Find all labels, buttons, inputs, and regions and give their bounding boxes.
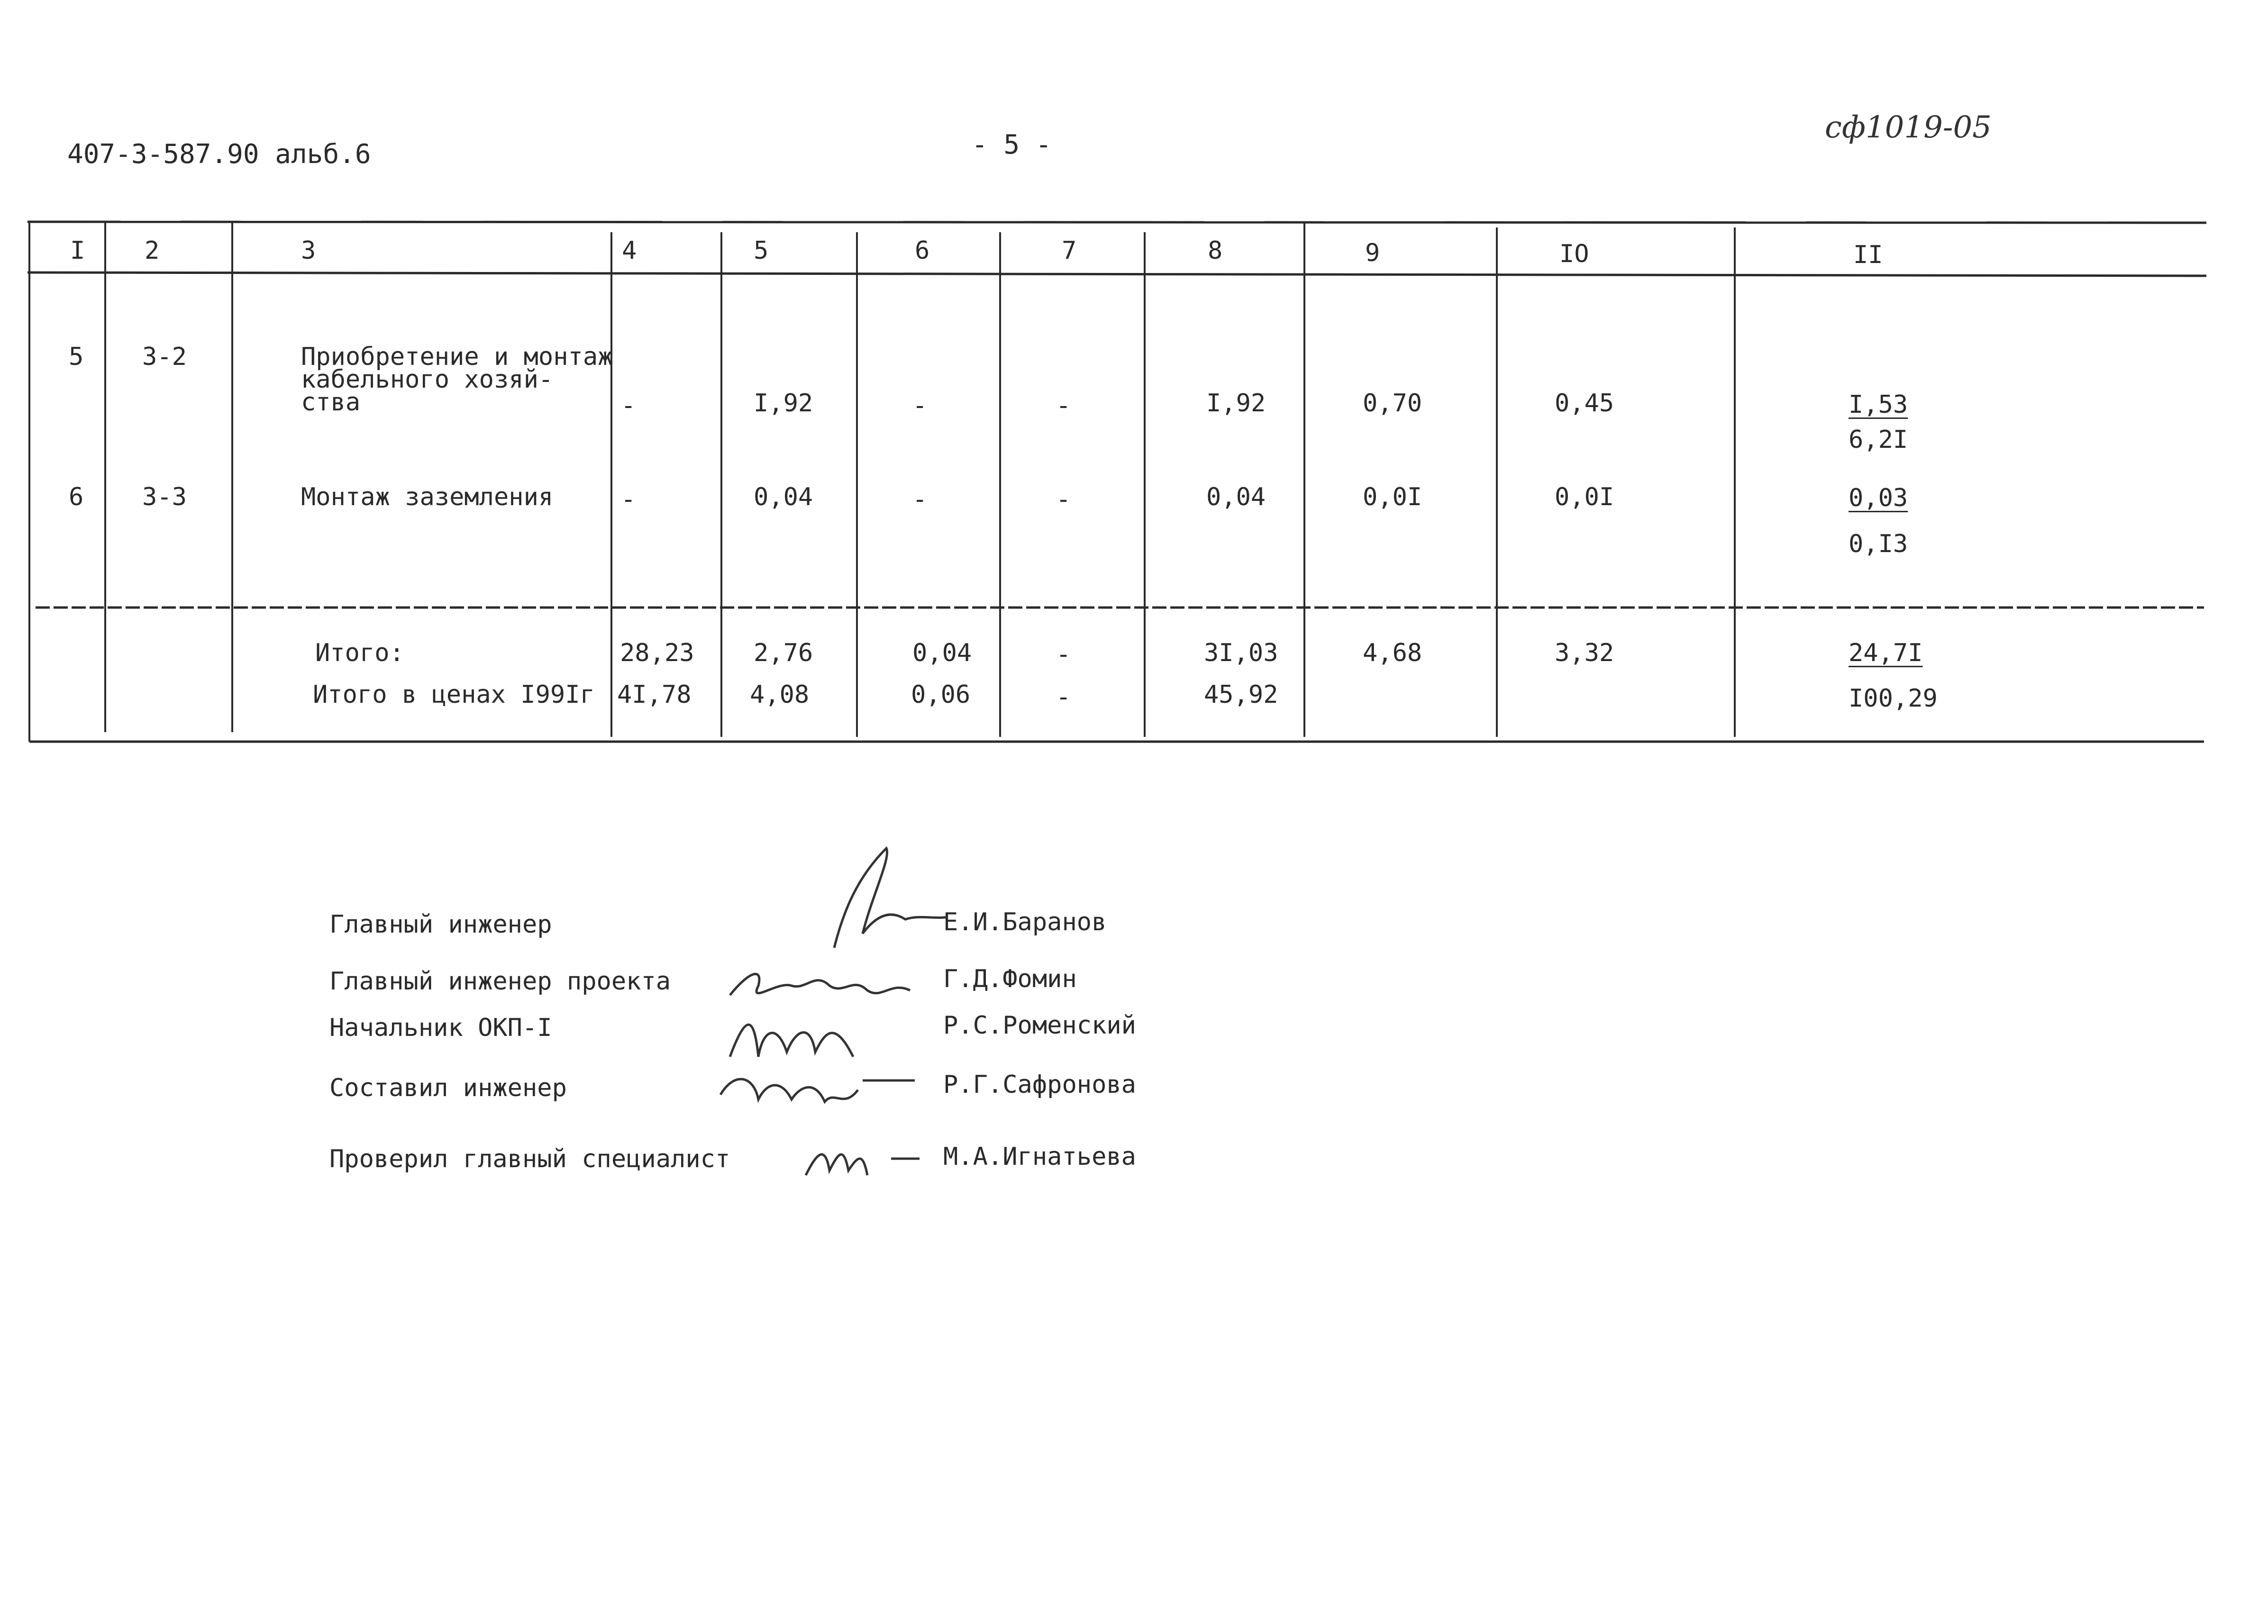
table-row-1-c8: I,92 xyxy=(1206,389,1266,417)
table-row-1-c9: 0,70 xyxy=(1363,389,1422,417)
table-row-2-c10: 0,0I xyxy=(1555,483,1614,511)
col-header-6: 6 xyxy=(915,236,930,265)
table-row-2-c11-bottom: 0,I3 xyxy=(1849,530,1908,558)
totals-1991-c5: 4,08 xyxy=(750,680,810,709)
totals-c10: 3,32 xyxy=(1555,639,1614,667)
totals-c9: 4,68 xyxy=(1363,639,1422,667)
table-row-2-desc-line-1: Монтаж заземления xyxy=(301,483,554,511)
table-row-1-num: 5 xyxy=(69,343,84,371)
totals-1991-c7: - xyxy=(1056,683,1071,711)
totals-c4: 28,23 xyxy=(620,639,694,667)
table-row-1-desc-line-1: Приобретение и монтаж xyxy=(301,343,613,371)
signature-romensky xyxy=(720,1000,872,1071)
sign-role-3: Начальник ОКП-I xyxy=(329,1014,552,1042)
col-header-5: 5 xyxy=(754,236,769,265)
table-row-2-c6: - xyxy=(912,485,928,514)
col-header-7: 7 xyxy=(1062,236,1077,265)
sign-name-1: Е.И.Баранов xyxy=(943,908,1107,936)
totals-1991-c4: 4I,78 xyxy=(617,680,692,709)
totals-c8: 3I,03 xyxy=(1204,639,1278,667)
table-row-2-c9: 0,0I xyxy=(1363,483,1422,511)
table-row-2-code: 3-3 xyxy=(142,483,187,511)
sign-role-1: Главный инженер xyxy=(329,910,552,939)
sign-role-4: Составил инженер xyxy=(329,1074,567,1102)
totals-1991-c11: I00,29 xyxy=(1849,684,1938,713)
table-row-2-c11-top: 0,03 xyxy=(1849,484,1908,512)
table-row-1-c6: - xyxy=(912,391,928,420)
sign-name-3: Р.С.Роменский xyxy=(943,1011,1136,1040)
totals-label: Итого: xyxy=(315,639,404,667)
col-header-4: 4 xyxy=(622,236,637,265)
table-row-1-c10: 0,45 xyxy=(1555,389,1614,417)
signature-safronova xyxy=(716,1061,924,1123)
table-row-1-c11-top: I,53 xyxy=(1849,390,1908,419)
col-header-9: 9 xyxy=(1365,239,1380,267)
signature-ignatieva xyxy=(796,1133,948,1189)
col-header-3: 3 xyxy=(301,236,316,265)
totals-c6: 0,04 xyxy=(912,639,972,667)
totals-c7: - xyxy=(1056,640,1071,669)
col-header-2: 2 xyxy=(145,236,160,265)
table-row-2-num: 6 xyxy=(69,483,84,511)
sign-name-2: Г.Д.Фомин xyxy=(943,965,1077,993)
table-row-1-c7: - xyxy=(1056,391,1071,420)
handwritten-ref: сф1019-05 xyxy=(1825,110,1992,145)
doc-code: 407-3-587.90 альб.6 xyxy=(67,139,371,170)
col-header-8: 8 xyxy=(1208,236,1223,265)
totals-c11: 24,7I xyxy=(1849,639,1923,667)
totals-1991-label: Итого в ценах I99Iг xyxy=(313,680,595,709)
table-row-1-c5: I,92 xyxy=(754,389,813,417)
col-header-10: IO xyxy=(1559,240,1589,268)
table-row-2-c8: 0,04 xyxy=(1206,483,1266,511)
page-number: - 5 - xyxy=(972,129,1052,160)
totals-1991-c8: 45,92 xyxy=(1204,680,1278,709)
table-row-2-c5: 0,04 xyxy=(754,483,813,511)
sign-name-4: Р.Г.Сафронова xyxy=(943,1071,1136,1099)
table-row-2-c7: - xyxy=(1056,485,1071,514)
table-row-1-desc-line-2: кабельного хозяй- xyxy=(301,365,554,394)
table-row-1-code: 3-2 xyxy=(142,343,187,371)
table-row-1-c4: - xyxy=(621,391,636,420)
table-row-2-c4: - xyxy=(621,485,636,514)
sign-name-5: М.А.Игнатьева xyxy=(943,1143,1136,1171)
table-row-1-desc-line-3: ства xyxy=(301,388,361,417)
col-header-11: II xyxy=(1853,241,1883,269)
col-header-1: I xyxy=(70,236,85,265)
table-row-1-c11-bottom: 6,2I xyxy=(1849,426,1908,454)
totals-c5: 2,76 xyxy=(754,639,813,667)
totals-1991-c6: 0,06 xyxy=(911,680,971,709)
sign-role-2: Главный инженер проекта xyxy=(329,967,671,996)
sign-role-5: Проверил главный специалист xyxy=(329,1145,730,1173)
